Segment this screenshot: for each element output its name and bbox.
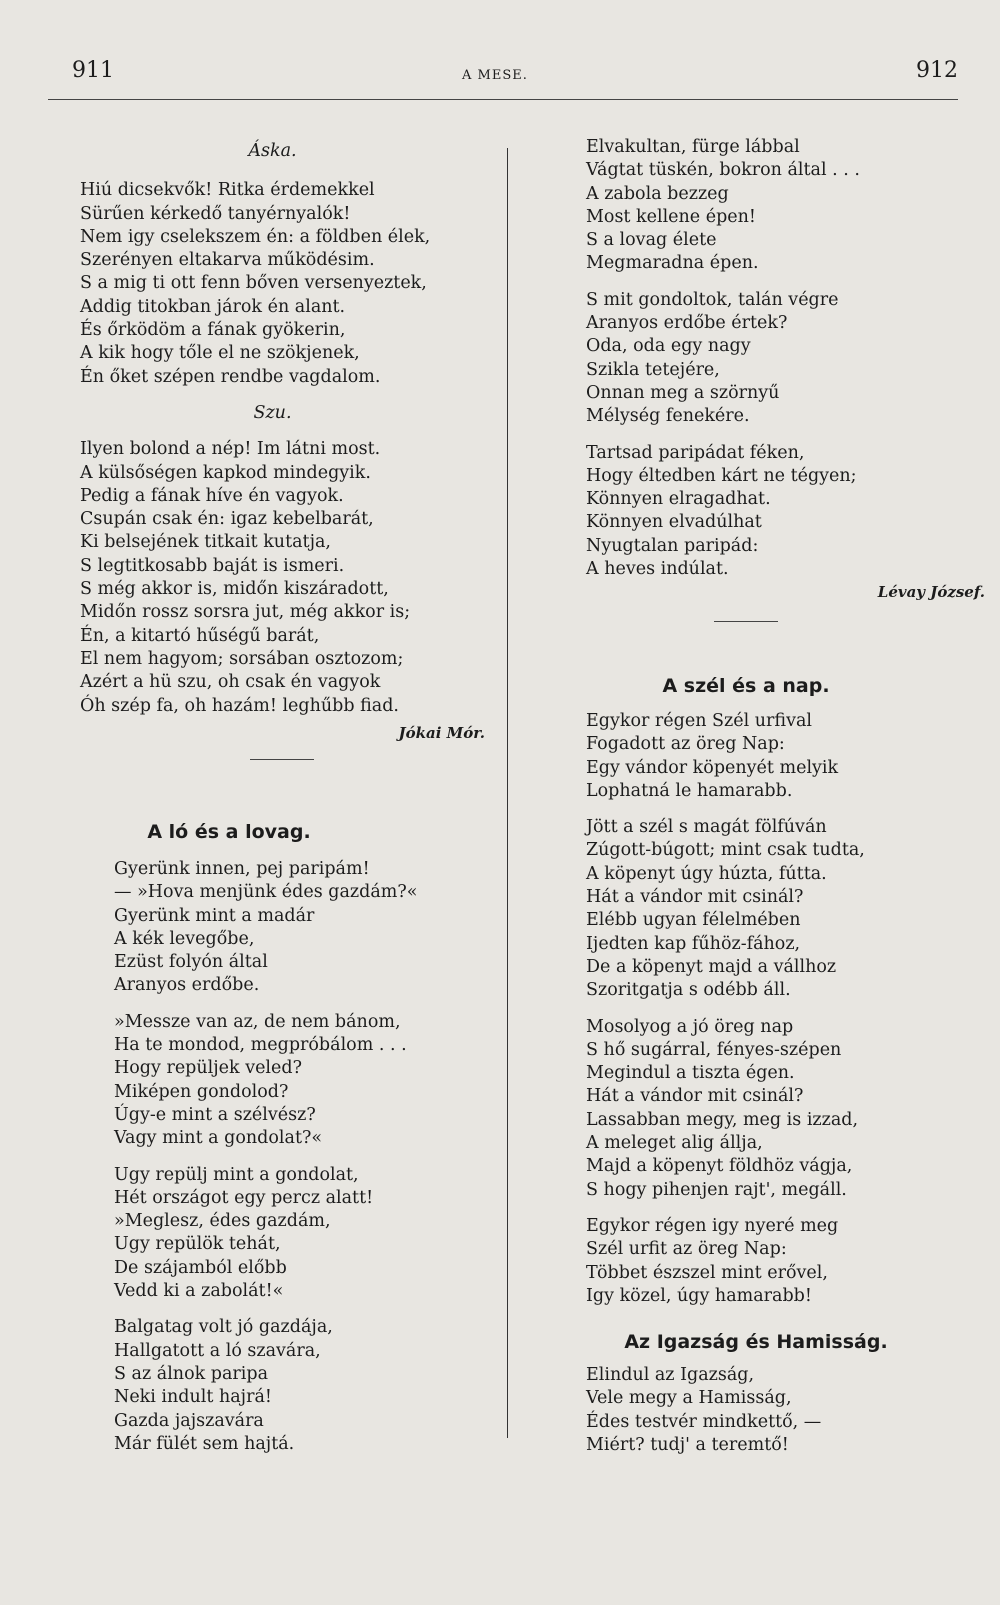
right-column-bottom xyxy=(586,675,971,1457)
poem-line: Hogy repüljek veled? xyxy=(114,1058,302,1079)
poem-line: A külsőségen kapkod mindegyik. xyxy=(80,462,371,483)
poem-line: Onnan meg a szörnyű xyxy=(586,382,780,403)
poem-line: Miért? tudj' a teremtő! xyxy=(586,1435,789,1456)
poem-line: A zabola bezzeg xyxy=(586,183,729,204)
poem-line: Egykor régen igy nyeré meg xyxy=(586,1215,839,1236)
author-signature: Lévay József. xyxy=(877,583,985,602)
page-number-right: 912 xyxy=(916,58,958,83)
poem-line: S hogy pihenjen rajt', megáll. xyxy=(586,1179,847,1200)
poem-line: Miképen gondolod? xyxy=(114,1081,289,1102)
poem-line: Hallgatott a ló szavára, xyxy=(114,1340,321,1361)
poem-line: Fogadott az öreg Nap: xyxy=(586,734,785,755)
poem-line: Tartsad paripádat féken, xyxy=(586,442,805,463)
poem-line: Balgatag volt jó gazdája, xyxy=(114,1317,333,1338)
poem-line: Mosolyog a jó öreg nap xyxy=(586,1016,794,1037)
poem-line: Zúgott-búgott; mint csak tudta, xyxy=(586,840,865,861)
poem-line: Vedd ki a zabolát!« xyxy=(114,1281,284,1302)
left-column-bottom xyxy=(114,821,499,1456)
poem-line: Többet észszel mint erővel, xyxy=(586,1262,828,1283)
poem-line: Én, a kitartó hűségű barát, xyxy=(80,625,320,646)
poem-line: Lassabban megy, meg is izzad, xyxy=(586,1109,859,1130)
poem-line: Addig titokban járok én alant. xyxy=(80,296,346,317)
page-number-left: 911 xyxy=(72,58,114,83)
poem-line: Neki indult hajrá! xyxy=(114,1387,272,1408)
poem-line: Könnyen elragadhat. xyxy=(586,489,771,510)
poem-line: Ijedten kap fűhöz-fához, xyxy=(586,933,801,954)
poem-line: S a lovag élete xyxy=(586,230,717,251)
poem-line: Ezüst folyón által xyxy=(114,952,268,973)
poem-line: Szoritgatja s odébb áll. xyxy=(586,980,791,1001)
poem-line: Pedig a fának híve én vagyok. xyxy=(80,485,344,506)
poem-line: S mit gondoltok, talán végre xyxy=(586,289,839,310)
poem-line: Elébb ugyan félelmében xyxy=(586,910,801,931)
poem-line: Most kellene épen! xyxy=(586,206,756,227)
poem-line: Ha te mondod, megpróbálom . . . xyxy=(114,1035,407,1056)
poem-line: El nem hagyom; sorsában osztozom; xyxy=(80,648,404,669)
poem-line: S az álnok paripa xyxy=(114,1363,269,1384)
poem-line: Ugy repülök tehát, xyxy=(114,1234,281,1255)
poem-line: Szikla tetejére, xyxy=(586,359,720,380)
poem-line: S még akkor is, midőn kiszáradott, xyxy=(80,579,389,600)
section-title-szel: A szél és a nap. xyxy=(662,675,830,697)
poem-line: Óh szép fa, oh hazám! leghűbb fiad. xyxy=(80,695,399,716)
poem-line: Egykor régen Szél urfival xyxy=(586,711,812,731)
right-column-top xyxy=(586,136,985,622)
poem-line: Nem igy cselekszem én: a földben élek, xyxy=(80,226,431,247)
poem-line: A kék levegőbe, xyxy=(114,928,255,949)
poem-line: Gazda jajszavára xyxy=(114,1410,264,1431)
section-title-igazsag: Az Igazság és Hamisság. xyxy=(624,1331,888,1354)
poem-line: Elindul az Igazság, xyxy=(586,1365,755,1386)
poem-line: Hét országot egy percz alatt! xyxy=(114,1187,374,1208)
poem-line: Mélység fenekére. xyxy=(586,406,750,427)
poem-line: S hő sugárral, fényes-szépen xyxy=(586,1039,842,1060)
poem-line: Gyerünk innen, pej paripám! xyxy=(114,859,370,879)
poem-line: Vágtat tüskén, bokron által . . . xyxy=(586,160,860,181)
poem-line: Ugy repülj mint a gondolat, xyxy=(114,1164,359,1185)
poem-line: Igy közel, úgy hamarabb! xyxy=(586,1285,812,1306)
poem-line: Hát a vándor mit csinál? xyxy=(586,887,804,908)
poem-line: Hát a vándor mit csinál? xyxy=(586,1086,804,1107)
poem-line: Sürűen kérkedő tanyérnyalók! xyxy=(80,203,351,224)
poem-line: »Messze van az, de nem bánom, xyxy=(114,1011,401,1032)
left-column-top xyxy=(80,140,485,760)
poem-line: Én őket szépen rendbe vagdalom. xyxy=(80,366,381,387)
poem-line: Gyerünk mint a madár xyxy=(114,905,315,926)
poem-line: Nyugtalan paripád: xyxy=(586,535,759,556)
poem-line: De szájamból előbb xyxy=(114,1257,287,1278)
poem-line: És őrködöm a fának gyökerin, xyxy=(80,320,346,341)
poem-line: A köpenyt úgy húzta, fútta. xyxy=(586,863,827,884)
poem-line: Vele megy a Hamisság, xyxy=(586,1388,792,1409)
poem-line: S legtitkosabb baját is ismeri. xyxy=(80,555,345,576)
poem-line: A kik hogy tőle el ne szökjenek, xyxy=(80,343,360,364)
poem-line: Hiú dicsekvők! Ritka érdemekkel xyxy=(80,180,375,201)
poem-line: Lophatná le hamarabb. xyxy=(586,780,793,801)
poem-line: »Meglesz, édes gazdám, xyxy=(114,1211,331,1232)
poem-line: A meleget alig állja, xyxy=(586,1133,763,1154)
column-divider xyxy=(507,148,508,1438)
poem-line: — »Hova menjünk édes gazdám?« xyxy=(114,882,418,903)
running-title: A MESE. xyxy=(462,68,528,83)
poem-title-szu: Szu. xyxy=(253,402,292,423)
poem-title-aska: Áska. xyxy=(248,141,297,161)
poem-line: Egy vándor köpenyét melyik xyxy=(586,757,839,778)
poem-line: Vagy mint a gondolat?« xyxy=(114,1128,323,1149)
poem-line: Majd a köpenyt földhöz vágja, xyxy=(586,1156,853,1177)
section-rule xyxy=(714,621,778,622)
poem-line: Aranyos erdőbe. xyxy=(114,975,260,996)
poem-line: Csupán csak én: igaz kebelbarát, xyxy=(80,509,374,530)
poem-line: Megmaradna épen. xyxy=(586,253,759,274)
poem-line: Szerényen eltakarva működésim. xyxy=(80,250,375,271)
poem-line: Hogy éltedben kárt ne tégyen; xyxy=(586,465,857,486)
poem-line: Ki belsejének titkait kutatja, xyxy=(80,532,331,553)
poem-line: Elvakultan, fürge lábbal xyxy=(586,137,800,157)
author-signature: Jókai Mór. xyxy=(398,723,485,742)
poem-line: A heves indúlat. xyxy=(586,559,729,580)
poem-line: S a mig ti ott fenn bőven versenyeztek, xyxy=(80,273,427,294)
poem-line: Szél urfit az öreg Nap: xyxy=(586,1239,787,1260)
poem-line: Könnyen elvadúlhat xyxy=(586,512,762,533)
poem-line: Midőn rossz sorsra jut, még akkor is; xyxy=(80,602,411,623)
poem-line: Édes testvér mindkettő, — xyxy=(586,1411,822,1432)
poem-line: Azért a hü szu, oh csak én vagyok xyxy=(80,672,381,693)
poem-line: De a köpenyt majd a vállhoz xyxy=(586,956,837,977)
poem-line: Aranyos erdőbe értek? xyxy=(586,313,788,334)
poem-line: Jött a szél s magát fölfúván xyxy=(586,817,827,838)
section-rule xyxy=(250,759,314,760)
poem-line: Már fülét sem hajtá. xyxy=(114,1433,295,1454)
poem-line: Úgy-e mint a szélvész? xyxy=(114,1104,316,1125)
section-title-lo: A ló és a lovag. xyxy=(147,821,311,843)
poem-line: Ilyen bolond a nép! Im látni most. xyxy=(80,439,381,460)
header-rule xyxy=(48,99,958,100)
poem-line: Megindul a tiszta égen. xyxy=(586,1063,795,1084)
poem-line: Oda, oda egy nagy xyxy=(586,336,751,357)
